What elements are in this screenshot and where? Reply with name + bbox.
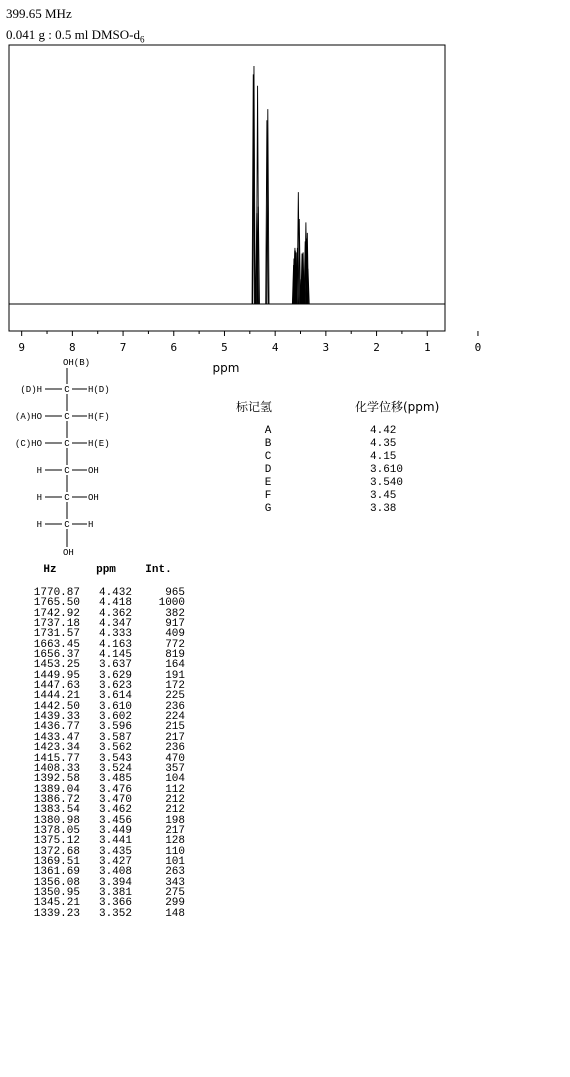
peak-row <box>20 774 185 784</box>
peak-table-body <box>20 588 185 919</box>
peak-cell: 3.614 <box>98 690 132 703</box>
peak-header-cell: Hz <box>43 564 57 576</box>
peak-row <box>20 805 185 815</box>
peak-cell: 1380.98 <box>33 814 80 827</box>
peak-cell: 1339.23 <box>33 907 80 920</box>
peak-cell: 1392.58 <box>33 773 80 786</box>
peak-cell: 382 <box>165 607 185 620</box>
peak-cell: 4.347 <box>98 618 132 631</box>
assignment-table <box>236 398 446 516</box>
peak-cell: 965 <box>165 587 185 599</box>
peak-cell: 4.432 <box>98 587 132 599</box>
assignment-shift: 3.540 <box>370 477 404 489</box>
x-tick-label: 6 <box>170 341 178 354</box>
peak-cell: 4.418 <box>98 597 132 610</box>
struct-left-label: (D)H <box>20 385 42 395</box>
struct-top-label: OH(B) <box>63 358 91 368</box>
assignment-label: E <box>264 477 272 489</box>
peak-cell: 1415.77 <box>33 752 80 765</box>
struct-left-label: (A)HO <box>14 412 42 422</box>
x-axis <box>18 331 481 354</box>
struct-carbon: C <box>64 466 70 476</box>
assignment-label: B <box>264 438 272 450</box>
peak-cell: 3.470 <box>98 793 132 806</box>
struct-right-label: H <box>88 520 94 530</box>
assignment-shift: 4.35 <box>370 438 397 450</box>
peak-cell: 217 <box>165 824 185 837</box>
peak-cell: 4.145 <box>98 649 132 662</box>
peak-cell: 1369.51 <box>33 855 80 868</box>
peak-cell: 164 <box>165 659 185 672</box>
peak-cell: 224 <box>165 711 185 724</box>
peak-cell: 236 <box>165 742 185 755</box>
peak-cell: 1423.34 <box>33 742 80 755</box>
struct-right-label: H(D) <box>88 385 110 395</box>
peak-cell: 3.408 <box>98 866 132 879</box>
peak-table-header <box>20 564 185 588</box>
peak-cell: 112 <box>165 783 185 796</box>
struct-carbon: C <box>64 520 70 530</box>
struct-left-label: H <box>36 520 42 530</box>
peak-cell: 1389.04 <box>33 783 80 796</box>
x-tick-label: 9 <box>18 341 25 354</box>
peak-cell: 4.362 <box>98 607 132 620</box>
peak-cell: 3.381 <box>98 886 132 899</box>
x-tick-label: 7 <box>119 341 127 354</box>
peak-cell: 3.427 <box>98 855 132 868</box>
peak-cell: 215 <box>165 721 185 734</box>
peak-cell: 101 <box>165 855 185 868</box>
peak-cell: 3.629 <box>98 669 132 682</box>
peak-cell: 3.637 <box>98 659 132 672</box>
molecule-structure <box>0 352 200 562</box>
peak-cell: 470 <box>165 752 185 765</box>
peak-cell: 343 <box>165 876 185 889</box>
assignment-shift: 4.15 <box>370 451 397 463</box>
struct-carbon: C <box>64 439 70 449</box>
peak-cell: 148 <box>165 907 185 920</box>
x-tick-label: 1 <box>423 341 431 354</box>
x-tick-label: 2 <box>373 341 380 354</box>
peak-cell: 3.449 <box>98 824 132 837</box>
assignment-label: G <box>264 503 272 515</box>
assignment-shift: 3.38 <box>370 503 397 515</box>
nmr-spectrum-chart <box>0 40 570 380</box>
peak-cell: 3.596 <box>98 721 132 734</box>
peak-cell: 1386.72 <box>33 793 80 806</box>
peak-cell: 1439.33 <box>33 711 80 724</box>
peak-cell: 1449.95 <box>33 669 80 682</box>
assignment-row <box>236 464 446 477</box>
struct-right-label: H(F) <box>88 412 110 422</box>
peak-cell: 1731.57 <box>33 628 80 641</box>
assignment-rows <box>236 425 446 516</box>
peak-cell: 3.602 <box>98 711 132 724</box>
assignment-shift: 4.42 <box>370 425 397 437</box>
peak-cell: 3.441 <box>98 835 132 848</box>
peak-cell: 110 <box>165 845 185 858</box>
assignment-row <box>236 425 446 438</box>
struct-right-label: OH <box>88 493 99 503</box>
struct-left-label: (C)HO <box>14 439 42 449</box>
peak-cell: 1444.21 <box>33 690 80 703</box>
struct-carbon: C <box>64 385 70 395</box>
peak-cell: 3.352 <box>98 907 132 920</box>
peak-cell: 1356.08 <box>33 876 80 889</box>
x-tick-label: 3 <box>322 341 330 354</box>
peak-cell: 299 <box>165 897 185 910</box>
peak-cell: 104 <box>165 773 185 786</box>
assignment-header-label: 标记氢 <box>236 400 273 414</box>
peak-cell: 212 <box>165 804 185 817</box>
peak-cell: 3.587 <box>98 731 132 744</box>
peak-cell: 275 <box>165 886 185 899</box>
peak-row <box>20 743 185 753</box>
peak-header-cell: ppm <box>96 564 116 576</box>
peak-cell: 1350.95 <box>33 886 80 899</box>
peak-cell: 3.394 <box>98 876 132 889</box>
peak-cell: 3.485 <box>98 773 132 786</box>
peak-cell: 4.163 <box>98 638 132 651</box>
peak-cell: 409 <box>165 628 185 641</box>
spectrum-layer <box>9 66 445 304</box>
peak-cell: 1000 <box>158 597 185 610</box>
x-tick-label: 0 <box>474 341 482 354</box>
peak-cell: 917 <box>165 618 185 631</box>
sample-subscript: 6 <box>139 34 145 45</box>
peak-cell: 1765.50 <box>33 597 80 610</box>
x-tick-label: 5 <box>221 341 228 354</box>
peak-cell: 357 <box>165 762 185 775</box>
peak-cell: 3.456 <box>98 814 132 827</box>
peak-cell: 3.524 <box>98 762 132 775</box>
peak-cell: 772 <box>165 638 185 651</box>
assignment-row <box>236 503 446 516</box>
peak-cell: 1375.12 <box>33 835 80 848</box>
assignment-label: C <box>264 451 272 463</box>
peak-cell: 198 <box>165 814 185 827</box>
peak-cell: 225 <box>165 690 185 703</box>
peak-cell: 3.562 <box>98 742 132 755</box>
assignment-label: A <box>264 425 272 437</box>
struct-right-label: OH <box>88 466 99 476</box>
assignment-row <box>236 490 446 503</box>
assignment-label: D <box>264 464 272 476</box>
peak-cell: 1361.69 <box>33 866 80 879</box>
x-axis-label: ppm <box>212 361 240 375</box>
peak-cell: 1770.87 <box>33 587 80 599</box>
peak-cell: 1447.63 <box>33 680 80 693</box>
peak-cell: 1442.50 <box>33 700 80 713</box>
x-tick-label: 8 <box>69 341 76 354</box>
assignment-shift: 3.45 <box>370 490 397 502</box>
peak-cell: 217 <box>165 731 185 744</box>
assignment-header-shift: 化学位移(ppm) <box>355 400 440 414</box>
peak-cell: 1383.54 <box>33 804 80 817</box>
assignment-row <box>236 451 446 464</box>
struct-carbon: C <box>64 493 70 503</box>
assignment-row <box>236 438 446 451</box>
plot-frame <box>9 45 445 331</box>
peak-list <box>20 564 185 919</box>
peak-cell: 191 <box>165 669 185 682</box>
peak-cell: 1453.25 <box>33 659 80 672</box>
peak-cell: 3.435 <box>98 845 132 858</box>
peak-cell: 3.366 <box>98 897 132 910</box>
peak-cell: 1656.37 <box>33 649 80 662</box>
assignment-label: F <box>264 490 272 502</box>
peak-cell: 3.543 <box>98 752 132 765</box>
peak-cell: 263 <box>165 866 185 879</box>
struct-left-label: H <box>36 493 42 503</box>
peak-cell: 1433.47 <box>33 731 80 744</box>
peak-cell: 4.333 <box>98 628 132 641</box>
peak-cell: 819 <box>165 649 185 662</box>
struct-bottom-label: OH <box>63 548 74 558</box>
spectrometer-frequency: 399.65 MHz <box>6 6 72 21</box>
struct-left-label: H <box>36 466 42 476</box>
peak-cell: 1742.92 <box>33 607 80 620</box>
peak-header-cell: Int. <box>145 564 172 576</box>
peak-cell: 212 <box>165 793 185 806</box>
sample-description-text: 0.041 g : 0.5 ml DMSO-d <box>6 27 140 42</box>
peak-cell: 1378.05 <box>33 824 80 837</box>
peak-cell: 1663.45 <box>33 638 80 651</box>
peak-cell: 1436.77 <box>33 721 80 734</box>
peak-cell: 3.623 <box>98 680 132 693</box>
assignment-shift: 3.610 <box>370 464 404 476</box>
peak-cell: 128 <box>165 835 185 848</box>
peak-cell: 1372.68 <box>33 845 80 858</box>
x-tick-label: 4 <box>271 341 279 354</box>
peak-cell: 3.610 <box>98 700 132 713</box>
peak-cell: 1408.33 <box>33 762 80 775</box>
peak-cell: 1345.21 <box>33 897 80 910</box>
peak-cell: 3.476 <box>98 783 132 796</box>
peak-cell: 3.462 <box>98 804 132 817</box>
peak-cell: 236 <box>165 700 185 713</box>
struct-carbon: C <box>64 412 70 422</box>
peak-cell: 1737.18 <box>33 618 80 631</box>
struct-right-label: H(E) <box>88 439 110 449</box>
peak-row <box>20 909 185 919</box>
peak-cell: 172 <box>165 680 185 693</box>
assignment-row <box>236 477 446 490</box>
